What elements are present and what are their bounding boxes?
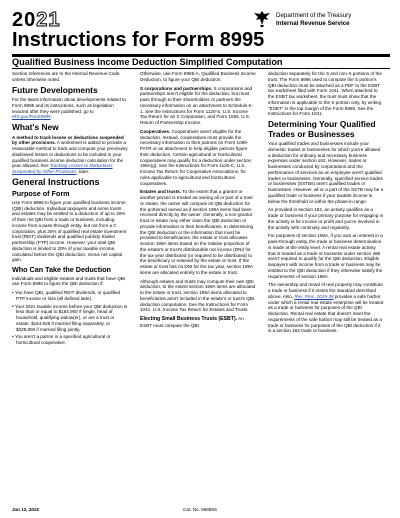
paragraph-s-corporations: S corporations and partnerships. S corporations and partnerships aren't eligible for the deduction, but must pass through to their shareholders or partners the necessary information on an attachment to Schedule K-1. See the Instructions for Form 1120-S, U.S. Income Tax Return for an S Corporation, and Form 1065, U.S. Return of Partnership Income.: [140, 85, 254, 125]
subtitle-rule: [12, 68, 390, 69]
year-solid: 20: [12, 9, 37, 31]
column-3: [268, 71, 384, 337]
paragraph-esbt: Electing Small Business Trusts (ESBT). An ESBT must compute the QBI: [140, 316, 244, 328]
list-item: • Your 2021 taxable income before your QBI deduction is less than or equal to $164,900 if single, head of household, qualifying widow(er), or are a trust or estate, $164,925 if married filing separately, or $329,800 if married filing jointly,: [12, 304, 128, 333]
link-irs-form8995[interactable]: IRS.gov/Form8995: [12, 114, 51, 120]
link-rev-proc[interactable]: Rev. Proc. 2019-38: [294, 293, 334, 299]
agency-irs: Internal Revenue Service: [276, 20, 350, 27]
footer-cat-no: Cat. No. 69865S: [183, 507, 217, 512]
paragraph-whats-new: A method to track losses or deductions suspended by other provisions. A worksheet is added to provide a reasonable method to track and compute your previously disallowed losses or deductions to be included in your qualified business income deduction calculation for the year allowed. See Tracking Losses or Deductions Suspended by Other Provisions, later.: [12, 134, 128, 174]
section-reference-note: Section references are to the Internal Revenue Code unless otherwise noted.: [12, 71, 120, 82]
heading-who-can-take: Who Can Take the Deduction: [12, 265, 111, 274]
year-hollow: 21: [36, 9, 61, 31]
paragraph-future: For the latest information about developments related to Form 8995 and its instructions, such as legislation enacted after they were published, go to IRS.gov/Form8995.: [12, 97, 126, 120]
paragraph-cooperatives: Cooperatives. Cooperatives aren't eligible for the deduction. Instead, cooperatives must provide the necessary information to their patrons on Form 1099-PATR or an attachment to help eligible patrons figure their deduction. Certain agricultural or horticultural cooperatives may qualify for a deduction under section 199A(g). See the Instructions for Form 1120-C, U.S. Income Tax Return for Cooperative Associations, for rules applicable to agricultural and horticultural cooperatives.: [140, 128, 252, 186]
heading-determining-qualified: Determining Your Qualified Trades or Businesses: [268, 119, 376, 139]
heading-whats-new: What's New: [12, 122, 59, 132]
agency-department: Department of the Treasury: [276, 12, 352, 19]
page-subtitle: Qualified Business Income Deduction Simplified Computation: [12, 57, 283, 67]
heading-purpose-of-form: Purpose of Form: [12, 189, 70, 199]
paragraph-rental-real-estate: The ownership and rental of real property may constitute a trade or business if it meets the standard described above. Also, Rev. Proc. 2019-38 provides a safe harbor under which a rental real estate enterprise will be treated as a trade or business for purposes of the QBI deduction. Rental real estate that doesn't meet the requirements of the safe harbor may still be treated as a trade or business for purposes of the QBI deduction if it is a section 162 trade or business.: [268, 282, 384, 334]
agency-block: [276, 12, 396, 28]
page-title: Instructions for Form 8995: [12, 29, 265, 51]
paragraph-esbt-cont: deduction separately for the S and non-S portions of the trust. The Form 8995 used to compute the S portion's QBI deduction must be attached as a PDF to the ESBT tax worksheet filed with Form 1041. When attached to the ESBT tax worksheet, the trust must show that the information is applicable to the S portion only, by writing "ESBT" in the top margin of the Form 8995. See the Instructions for Form 1041.: [268, 71, 382, 117]
column-1: [12, 71, 128, 349]
heading-general-instructions: General Instructions: [12, 176, 100, 187]
paragraph-otherwise: Otherwise, use Form 8995-A, Qualified Business Income Deduction, to figure your QBI deduction.: [140, 71, 256, 82]
paragraph-who: Individuals and eligible estates and trusts that have QBI use Form 8995 to figure the QBI deduction if:: [12, 275, 126, 287]
paragraph-although: Although estates and trusts may compute their own QBI deduction, to the extent section 199A items are allocated to the estate or trust, section 199A items allocated to beneficiaries aren't included in the estate's or trust's QBI deduction computation. See the Instructions for Form 1041, U.S. Income Tax Return for Estates and Trusts.: [140, 278, 256, 313]
heading-future-developments: Future Developments: [12, 84, 98, 95]
paragraph-section-199a: For purposes of section 199A, if you own an interest in a pass-through entity, the trade or business determination is made at the entity level. A rental real estate activity that is treated as a trade or business under section 469 aren't required to qualify for the QBI deduction. Eligible taxpayers with income from a trade or business may be entitled to the QBI deduction if they otherwise satisfy the requirements of section 199A.: [268, 233, 383, 279]
paragraph-estates-trusts: Estates and trusts. To the extent that a grantor or another person is treated as owning all or part of a trust or estate, the owner will compute its QBI deduction for the portioned owned as if section 199A items had been received directly by the owner. Generally, a non-grantor trust or estate may either claim the QBI deduction or provide information to their beneficiaries. In determining the QBI deduction or the information that must be provided to beneficiaries, the estate or trust allocates section 199A items based on the relative proportion of the estate's or trust's distributable net income (DNI) for the tax year distributed (or required to be distributed) to the beneficiary or retained by the estate or trust. If the estate or trust has no DNI for the tax year, section 199A items are allocated entirely to the estate or trust.: [140, 189, 254, 275]
paragraph-qualified-trades: Your qualified trades and businesses include your domestic trades or businesses for which you're allowed a deduction for ordinary and necessary business expenses under section 162. However, trades or businesses conducted by corporations and the performance of services as an employee aren't qualified trades or businesses. Generally, specified service trades or businesses (SSTBs) aren't qualified trades or businesses. However, all or a part of the SSTB may be a qualified trade or business if your taxable income is below the threshold or within the phase-in range.: [268, 141, 384, 204]
treasury-eagle-icon: [252, 10, 272, 28]
list-item: • You aren't a patron in a specified agricultural or horticultural cooperative,: [12, 334, 128, 346]
form-year: [12, 10, 61, 30]
eligibility-list: [12, 290, 128, 346]
link-tracking-losses[interactable]: Tracking Losses or Deductions Suspended by Other Provisions: [12, 163, 113, 174]
column-2: [140, 71, 256, 332]
paragraph-section-162: As provided in section 162, an activity qualifies as a trade or business if your primary purpose for engaging in the activity is for income or profit and you're involved in the activity with continuity and regularity.: [268, 207, 384, 230]
footer-date: Jan 12, 2022: [12, 507, 40, 512]
list-item: • You have QBI, qualified REIT dividends, or qualified PTP income or loss (all defined later),: [12, 290, 128, 302]
paragraph-purpose: Use Form 8995 to figure your qualified business income (QBI) deduction. Individual taxpayers and some trusts and estates may be entitled to a deduction of up to 20% of their net QBI from a trade or business, including income from a pass-through entity, but not from a C corporation, plus 20% of qualified real estate investment trust (REIT) dividends and qualified publicly traded partnership (PTP) income. However, your total QBI deduction is limited to 20% of your taxable income, calculated before the QBI deduction, minus net capital gain.: [12, 199, 127, 263]
